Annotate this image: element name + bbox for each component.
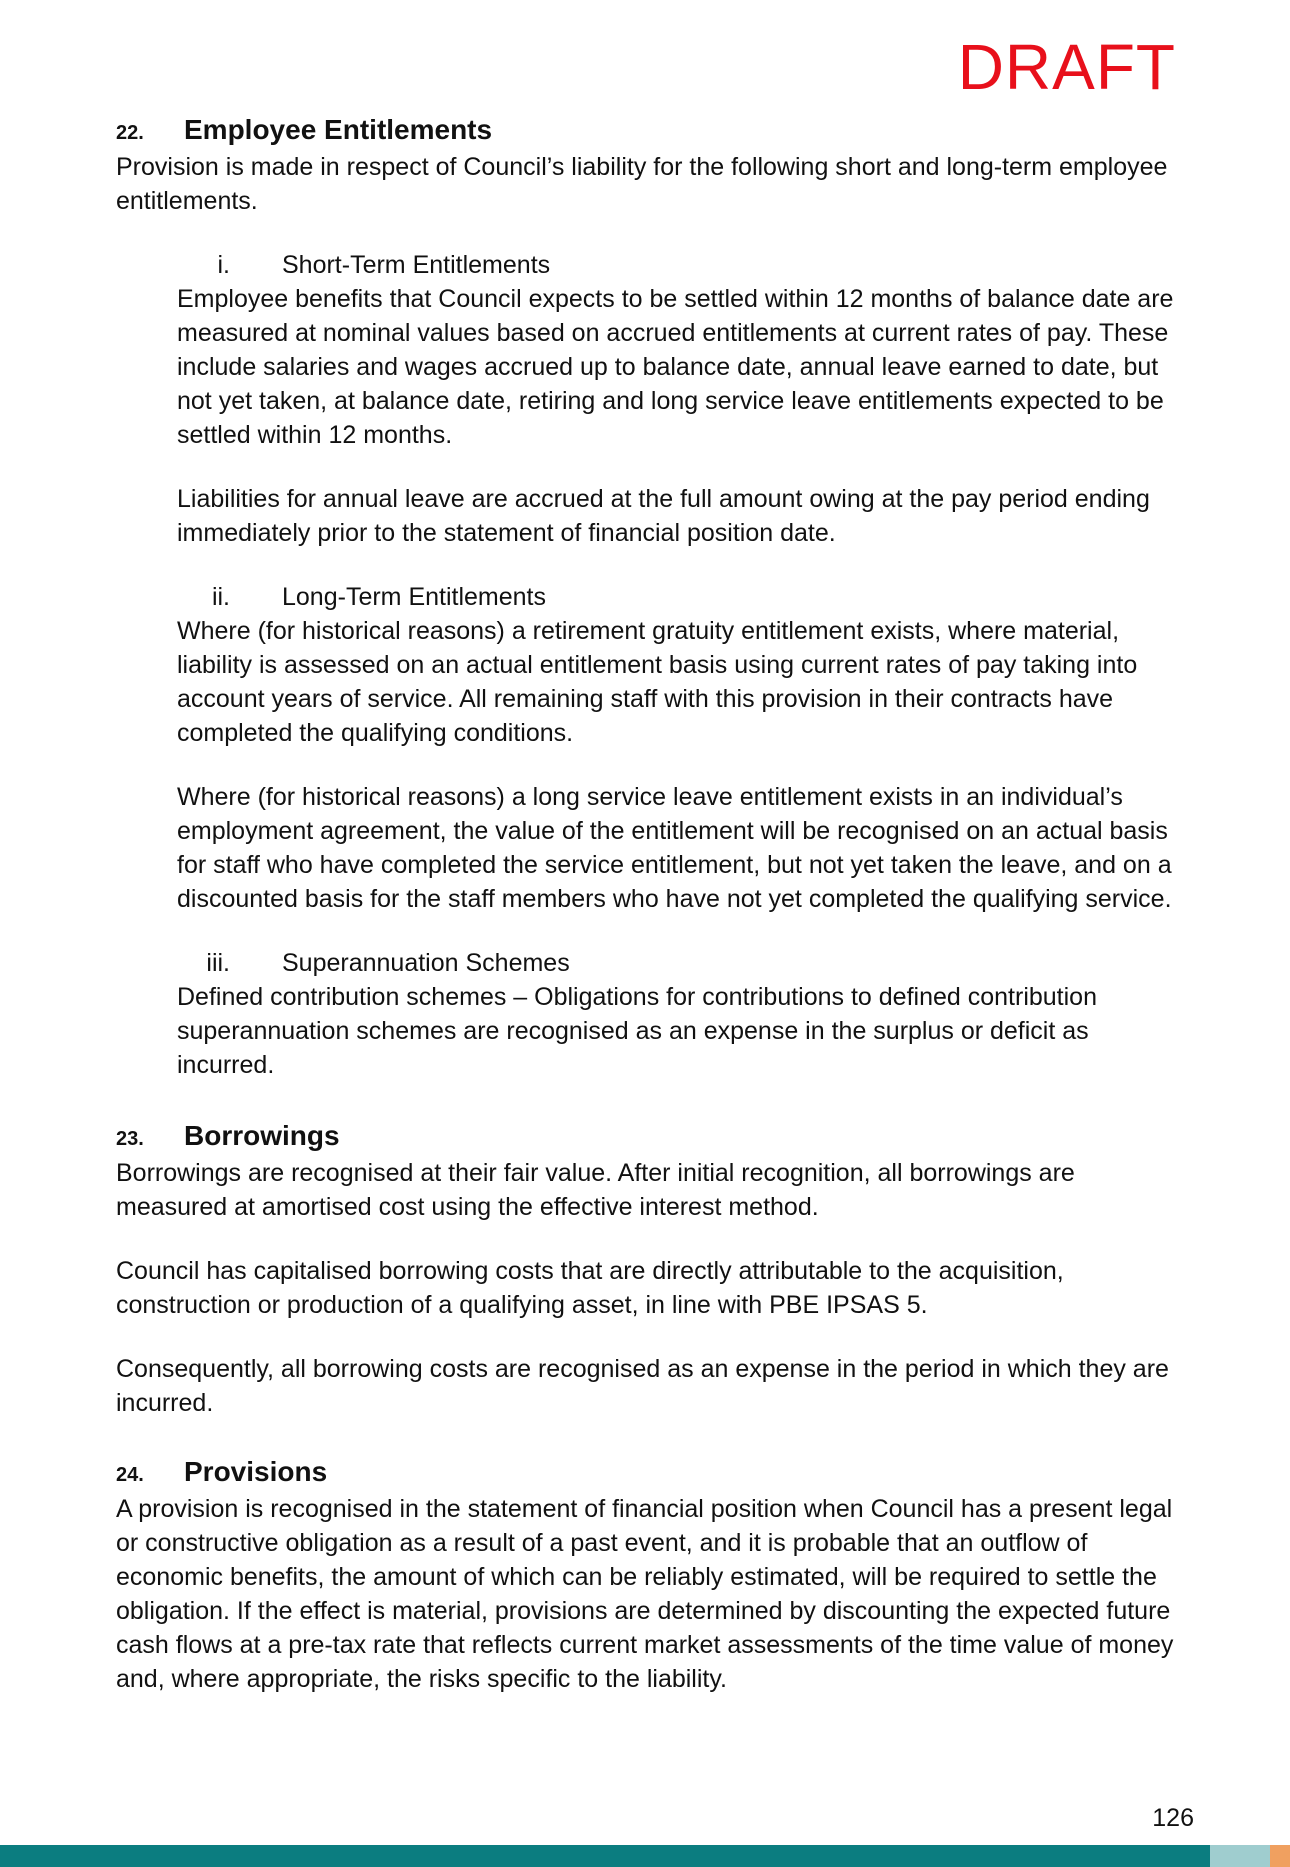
paragraph: Liabilities for annual leave are accrued at the full amount owing at the pay period ending immediately prior to the statement of financial position date. [177,485,1150,547]
footer-bar [0,1845,1290,1867]
subsection-numeral: ii. [211,583,230,611]
subsection-long-term [116,580,1186,916]
subsection-numeral: i. [217,251,230,279]
section-number: 23. [116,1128,144,1150]
footer-accent-orange [1270,1845,1290,1867]
paragraph: Employee benefits that Council expects to be settled within 12 months of balance date are measured at nominal values based on accrued entitlements at current rates of pay. These include salaries and wages accrued up to balance date, annual leave earned to date, but not yet taken, at balance date, retiring and long service leave entitlements expected to be settled within 12 months. [177,285,1174,449]
section-title: Employee Entitlements [184,114,493,145]
paragraph: Where (for historical reasons) a long service leave entitlement exists in an individual’s employment agreement, the value of the entitlement will be recognised on an actual basis for staff who have completed the service entitlement, but not yet taken the leave, and on a discounted basis for the staff members who have not yet completed the qualifying service. [177,783,1172,913]
subsection-superannuation [116,946,1186,1082]
section-number: 22. [116,122,144,144]
subsection-heading [166,580,1186,614]
section-title: Borrowings [184,1120,340,1151]
section-number: 24. [116,1464,144,1486]
footer-accent-light [1210,1845,1270,1867]
paragraph: Where (for historical reasons) a retirement gratuity entitlement exists, where material, liability is assessed on an actual entitlement basis using current rates of pay taking into account years of service. All remaining staff with this provision in their contracts have completed the qualifying conditions. [177,617,1138,747]
paragraph: Defined contribution schemes – Obligations for contributions to defined contribution superannuation schemes are recognised as an expense in the surplus or deficit as incurred. [177,983,1097,1079]
section-heading-provisions [116,1452,1186,1492]
paragraph: A provision is recognised in the statement of financial position when Council has a present legal or constructive obligation as a result of a past event, and it is probable that an outflow of economic benefits, the amount of which can be reliably estimated, will be required to settle the obligation. If the effect is material, provisions are determined by discounting the expected future cash flows at a pre-tax rate that reflects current market assessments of the time value of money and, where appropriate, the risks specific to the liability. [116,1495,1174,1693]
page-number: 126 [1152,1804,1194,1832]
subsection-heading [166,248,1186,282]
document-page [116,110,1186,1696]
paragraph: Borrowings are recognised at their fair value. After initial recognition, all borrowings are measured at amortised cost using the effective interest method. [116,1159,1075,1221]
subsection-title: Superannuation Schemes [282,949,570,977]
section-title: Provisions [184,1456,328,1487]
paragraph: Consequently, all borrowing costs are recognised as an expense in the period in which they are incurred. [116,1355,1169,1417]
section-intro: Provision is made in respect of Council’s liability for the following short and long-term employee entitlements. [116,153,1168,215]
subsection-title: Short-Term Entitlements [282,251,551,279]
draft-stamp: DRAFT [957,31,1176,103]
subsection-short-term [116,248,1186,550]
subsection-heading [166,946,1186,980]
section-heading-employee-entitlements [116,110,1186,150]
subsection-title: Long-Term Entitlements [282,583,547,611]
subsection-numeral: iii. [206,949,230,977]
section-heading-borrowings [116,1116,1186,1156]
paragraph: Council has capitalised borrowing costs that are directly attributable to the acquisition, construction or production of a qualifying asset, in line with PBE IPSAS 5. [116,1257,1064,1319]
